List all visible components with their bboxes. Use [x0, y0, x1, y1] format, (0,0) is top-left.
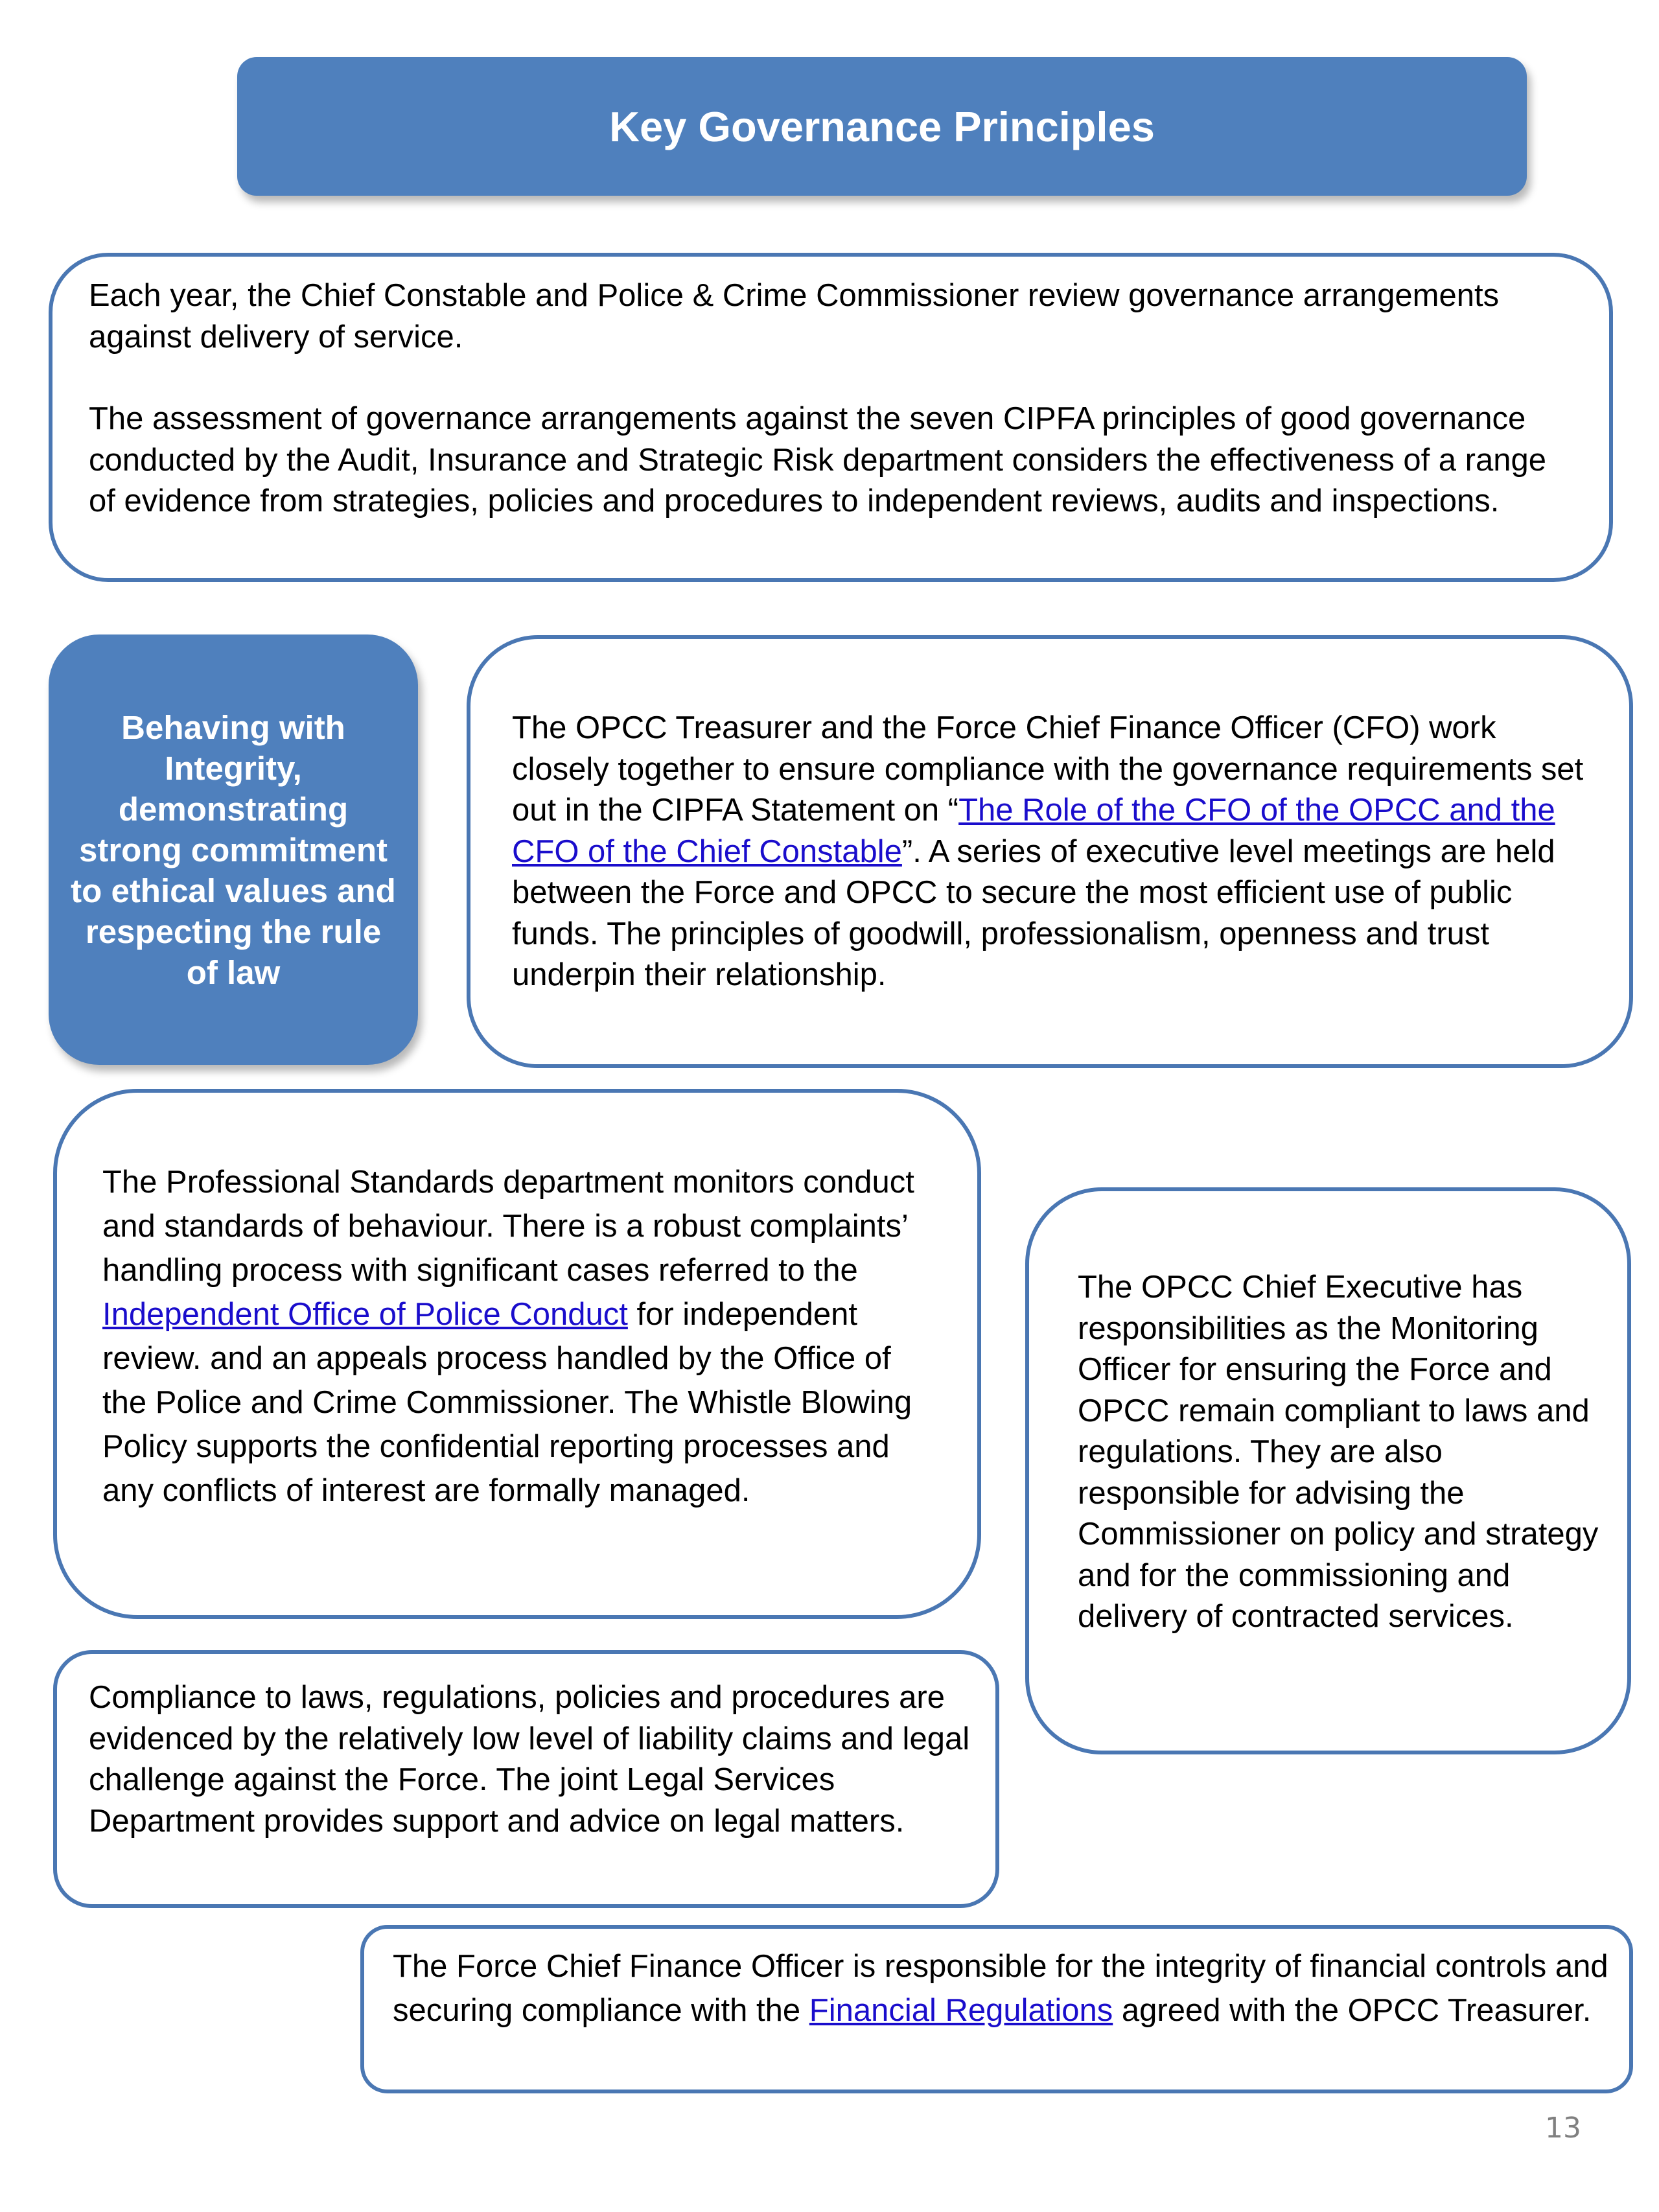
finance-text: [393, 1944, 1611, 2032]
compliance-text: [89, 1677, 996, 1842]
page-number: 13: [1545, 2112, 1581, 2145]
chief-exec-text: [1078, 1267, 1609, 1638]
page-title: Key Governance Principles: [609, 102, 1155, 150]
financial-regulations-link[interactable]: Financial Regulations: [809, 1993, 1113, 2028]
intro-paragraph-1: Each year, the Chief Constable and Police & Crime Commissioner review governance arrangements against delivery of service.: [89, 278, 1500, 355]
intro-paragraph-2: The assessment of governance arrangements against the seven CIPFA principles of good governance conducted by the Audit, Insurance and Strategic Risk department considers the effectiveness of a range of evidence from strategies, policies and procedures to independent reviews, audits and inspections.: [89, 401, 1546, 518]
principle-box: [49, 634, 418, 1065]
cipfa-cfo-role-link[interactable]: The Role of the CFO of the OPCC and the CFO of the Chief Constable: [512, 793, 1555, 869]
standards-text-start: The Professional Standards department monitors conduct and standards of behaviour. There is a robust complaints’ handling process with significant cases referred to the: [102, 1165, 914, 1288]
principle-label: Behaving with Integrity, demonstrating strong commitment to ethical values and respecting the rule of law: [71, 708, 396, 991]
standards-text: [102, 1160, 938, 1513]
intro-text: [89, 275, 1579, 522]
standards-text-end: for independent review. and an appeals process handled by the Office of the Police and Crime Commissioner. The Whistle Blowing Policy supports the confidential reporting processes and any conflicts of interest are formally managed.: [102, 1297, 912, 1508]
iopc-link[interactable]: Independent Office of Police Conduct: [102, 1297, 628, 1332]
finance-text-start: The Force Chief Finance Officer is responsible for the integrity of financial controls and securing compliance with the: [393, 1949, 1608, 2028]
cfo-text-end: ”. A series of executive level meetings are held between the Force and OPCC to secure the most efficient use of public funds. The principles of goodwill, professionalism, openness and trust underpin their relationship.: [512, 833, 1555, 992]
finance-text-end: agreed with the OPCC Treasurer.: [1113, 1993, 1592, 2028]
cfo-text-start: The OPCC Treasurer and the Force Chief Finance Officer (CFO) work closely together to ensure compliance with the governance requirements set out in the CIPFA Statement on “: [512, 710, 1584, 828]
compliance-paragraph: Compliance to laws, regulations, policies and procedures are evidenced by the relatively low level of liability claims and legal challenge against the Force. The joint Legal Services Department provides support and advice on legal matters.: [89, 1680, 970, 1839]
cfo-text: [512, 708, 1601, 996]
chief-exec-paragraph: The OPCC Chief Executive has responsibilities as the Monitoring Officer for ensuring the Force and OPCC remain compliant to laws and regulations. They are also responsible for advising the Commissioner on policy and strategy and for the commissioning and delivery of contracted services.: [1078, 1270, 1599, 1634]
page-title-banner: [237, 57, 1527, 196]
